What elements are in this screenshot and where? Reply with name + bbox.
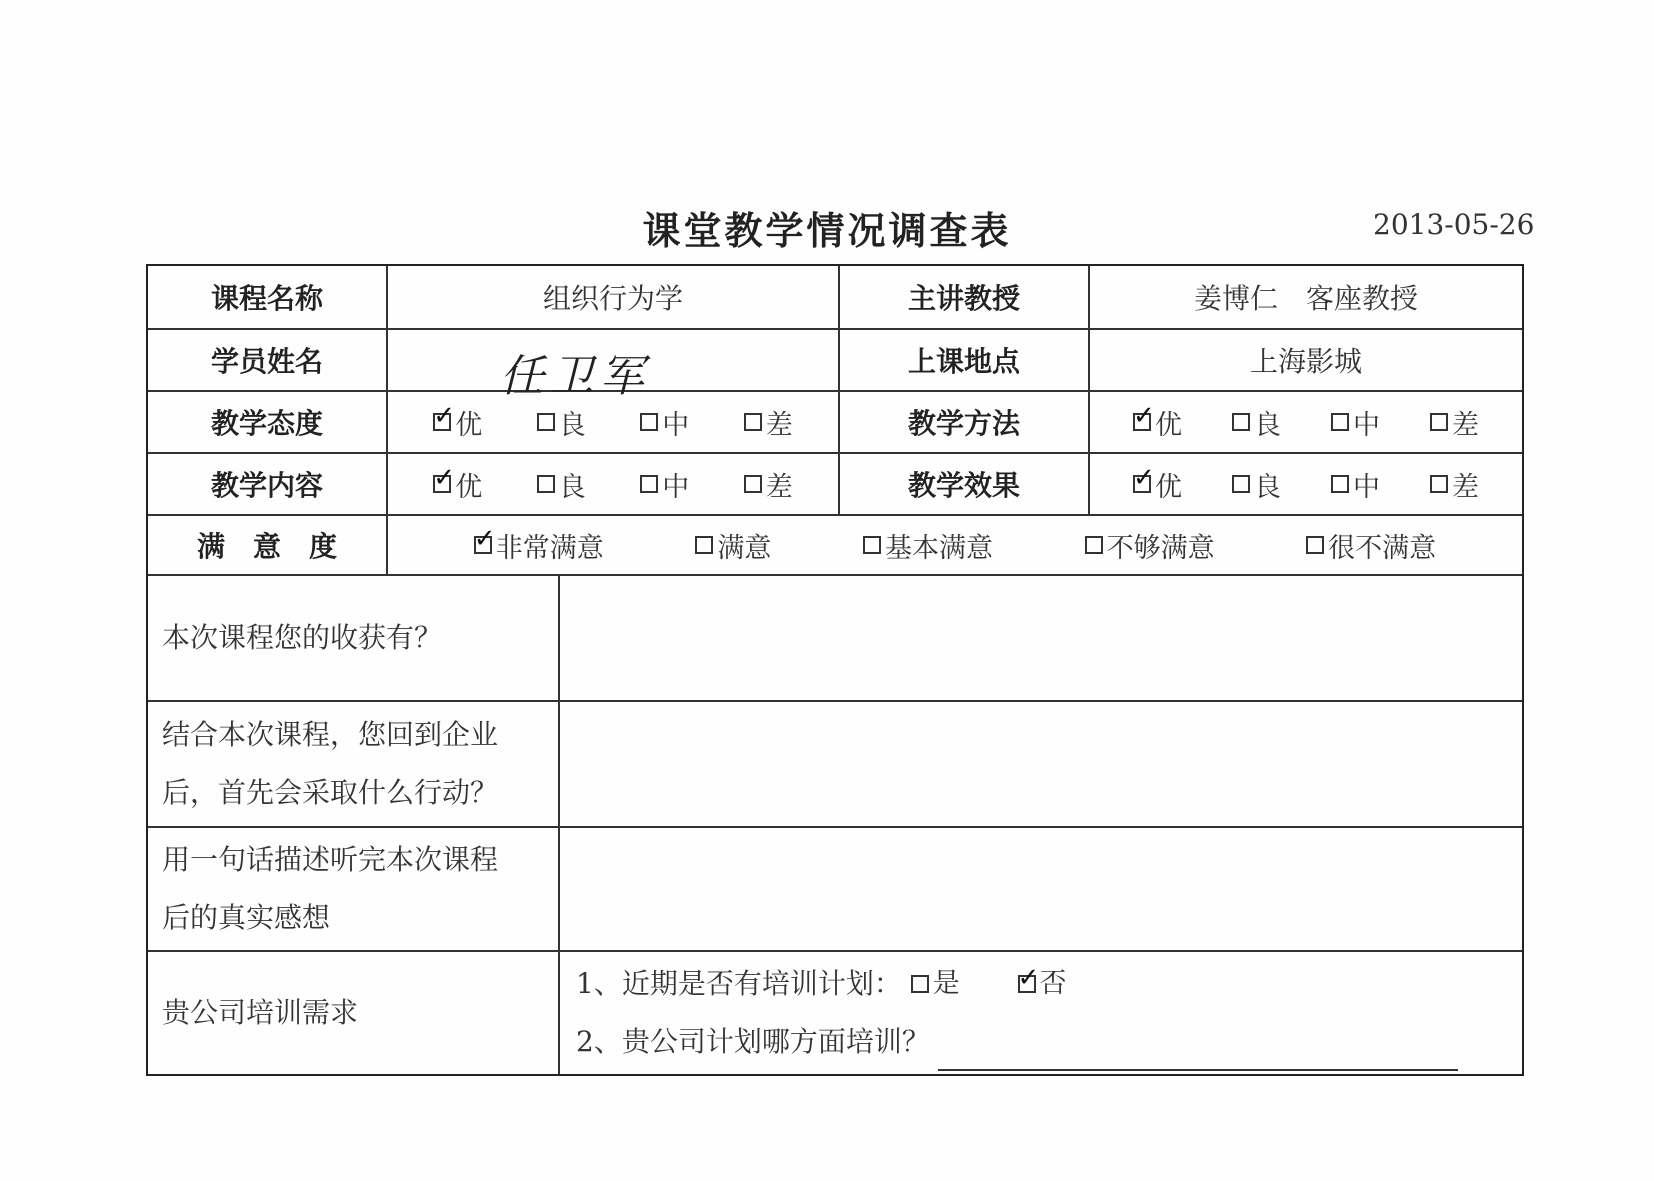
lecturer-label: 主讲教授 <box>840 266 1090 328</box>
handwritten-student-name: 任卫军 <box>500 351 650 402</box>
checkbox-icon[interactable] <box>863 536 881 554</box>
satisfaction-option-not-satisfied[interactable]: 不够满意 <box>1085 526 1215 565</box>
method-excellent-option[interactable]: ✓ 优 <box>1133 401 1182 441</box>
checkbox-icon[interactable] <box>1430 475 1448 493</box>
method-options <box>1090 392 1522 452</box>
checkbox-icon[interactable] <box>1232 413 1250 431</box>
checkbox-icon[interactable] <box>537 475 555 493</box>
location-value: 上海影城 <box>1249 345 1362 378</box>
survey-form <box>146 264 1524 1076</box>
checkbox-icon[interactable] <box>640 413 658 431</box>
question-gains-label: 本次课程您的收获有？ <box>148 576 560 700</box>
check-mark-icon: ✓ <box>473 524 496 554</box>
check-mark-icon: ✓ <box>1133 463 1155 493</box>
checkbox-icon[interactable] <box>744 475 762 493</box>
training-needs-row <box>148 952 1522 1074</box>
training-plan-no-option[interactable]: ✓ 否 <box>1017 963 1067 999</box>
checkbox-icon[interactable] <box>537 413 555 431</box>
effect-label: 教学效果 <box>840 454 1090 514</box>
checkbox-icon[interactable] <box>640 475 658 493</box>
training-area-blank[interactable] <box>938 1043 1458 1071</box>
attitude-good-option[interactable]: 良 <box>537 403 586 442</box>
checkbox-checked-icon[interactable] <box>1133 401 1155 431</box>
form-date: 2013-05-26 <box>1373 208 1535 241</box>
checkbox-icon[interactable] <box>744 413 762 431</box>
attitude-medium-option[interactable]: 中 <box>640 403 689 442</box>
question-action-label: 结合本次课程，您回到企业 后，首先会采取什么行动？ <box>148 702 560 826</box>
satisfaction-options <box>388 516 1522 574</box>
question-gains-row <box>148 576 1522 702</box>
content-label: 教学内容 <box>148 454 388 514</box>
effect-options <box>1090 454 1522 514</box>
effect-good-option[interactable]: 良 <box>1232 465 1281 504</box>
method-medium-option[interactable]: 中 <box>1331 403 1380 442</box>
checkbox-icon[interactable] <box>1430 413 1448 431</box>
checkbox-checked-icon[interactable] <box>433 401 456 431</box>
student-row <box>148 330 1522 392</box>
training-needs-answer <box>560 952 1522 1074</box>
question-feeling-row <box>148 828 1522 952</box>
checkbox-icon[interactable] <box>1085 536 1103 554</box>
checkbox-icon[interactable] <box>1331 413 1349 431</box>
training-plan-line: 1、近期是否有培训计划： 是 ✓ 否 <box>576 955 1522 1013</box>
satisfaction-option-very-unsatisfied[interactable]: 很不满意 <box>1306 526 1436 565</box>
checkbox-checked-icon[interactable] <box>1017 963 1040 993</box>
checkbox-checked-icon[interactable] <box>433 463 456 493</box>
content-poor-option[interactable]: 差 <box>744 465 793 504</box>
question-gains-answer[interactable] <box>560 576 1522 700</box>
checkbox-icon[interactable] <box>911 975 929 993</box>
question-feeling-answer[interactable] <box>560 828 1522 950</box>
satisfaction-option-basically-satisfied[interactable]: 基本满意 <box>863 526 993 565</box>
effect-excellent-option[interactable]: ✓ 优 <box>1133 463 1182 503</box>
course-row <box>148 266 1522 330</box>
lecturer-value: 姜博仁 客座教授 <box>1193 282 1418 315</box>
course-name-value: 组织行为学 <box>388 266 840 328</box>
attitude-label: 教学态度 <box>148 392 388 452</box>
form-title: 课堂教学情况调查表 <box>642 209 1012 253</box>
checkbox-checked-icon[interactable] <box>473 524 496 554</box>
check-mark-icon: ✓ <box>1133 401 1155 431</box>
training-needs-label: 贵公司培训需求 <box>148 952 560 1074</box>
course-name-label: 课程名称 <box>148 266 388 328</box>
attitude-method-row <box>148 392 1522 454</box>
training-area-line: 2、贵公司计划哪方面培训？ <box>576 1013 1522 1071</box>
content-effect-row <box>148 454 1522 516</box>
checkbox-icon[interactable] <box>1232 475 1250 493</box>
effect-medium-option[interactable]: 中 <box>1331 465 1380 504</box>
satisfaction-option-satisfied[interactable]: 满意 <box>695 526 771 565</box>
question-action-answer[interactable] <box>560 702 1522 826</box>
checkbox-checked-icon[interactable] <box>1133 463 1155 493</box>
method-poor-option[interactable]: 差 <box>1430 403 1479 442</box>
satisfaction-label: 满 意 度 <box>148 516 388 574</box>
question-action-row <box>148 702 1522 828</box>
content-options <box>388 454 840 514</box>
satisfaction-option-very-satisfied[interactable]: ✓ 非常满意 <box>473 524 604 564</box>
checkbox-icon[interactable] <box>695 536 713 554</box>
method-good-option[interactable]: 良 <box>1232 403 1281 442</box>
effect-poor-option[interactable]: 差 <box>1430 465 1479 504</box>
check-mark-icon: ✓ <box>433 401 456 431</box>
check-mark-icon: ✓ <box>1017 963 1040 993</box>
method-label: 教学方法 <box>840 392 1090 452</box>
checkbox-icon[interactable] <box>1306 536 1324 554</box>
student-name-label: 学员姓名 <box>148 330 388 390</box>
question-feeling-label: 用一句话描述听完本次课程 后的真实感想 <box>148 828 560 950</box>
content-medium-option[interactable]: 中 <box>640 465 689 504</box>
attitude-poor-option[interactable]: 差 <box>744 403 793 442</box>
satisfaction-row <box>148 516 1522 576</box>
checkbox-icon[interactable] <box>1331 475 1349 493</box>
location-label: 上课地点 <box>840 330 1090 390</box>
content-excellent-option[interactable]: ✓ 优 <box>433 463 483 503</box>
check-mark-icon: ✓ <box>433 463 456 493</box>
attitude-excellent-option[interactable]: ✓ 优 <box>433 401 483 441</box>
training-plan-yes-option[interactable]: 是 <box>911 955 960 1013</box>
content-good-option[interactable]: 良 <box>537 465 586 504</box>
